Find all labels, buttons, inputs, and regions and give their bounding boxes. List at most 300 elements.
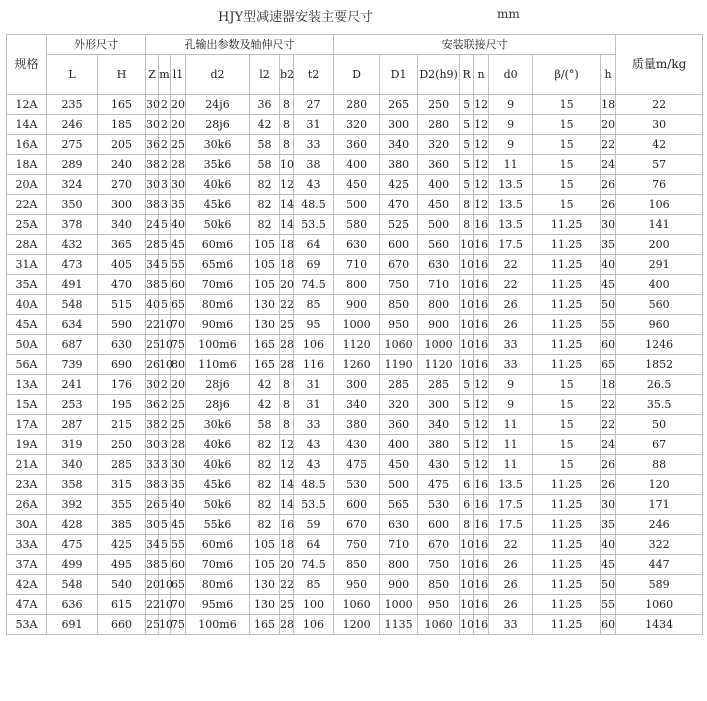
table-cell: 500 xyxy=(418,215,460,235)
table-cell: 589 xyxy=(616,575,703,595)
table-cell: 16 xyxy=(474,295,489,315)
table-cell: 30 xyxy=(146,175,159,195)
table-row xyxy=(7,355,703,375)
table-cell: 40 xyxy=(601,535,616,555)
table-cell: 10 xyxy=(159,595,171,615)
table-cell: 40k6 xyxy=(186,435,250,455)
table-cell: 300 xyxy=(334,375,380,395)
table-cell: 12 xyxy=(474,195,489,215)
table-cell: 165 xyxy=(250,335,280,355)
table-cell: 31 xyxy=(294,395,334,415)
table-cell: 38 xyxy=(146,555,159,575)
header-col-16: h xyxy=(601,55,616,95)
table-cell: 16 xyxy=(280,515,294,535)
table-cell: 900 xyxy=(418,315,460,335)
table-cell: 22 xyxy=(601,135,616,155)
table-cell: 8 xyxy=(280,375,294,395)
table-cell: 15 xyxy=(533,95,601,115)
cell-spec: 19A xyxy=(7,435,47,455)
table-cell: 28 xyxy=(171,435,186,455)
table-cell: 26 xyxy=(489,555,533,575)
table-cell: 17.5 xyxy=(489,495,533,515)
table-cell: 20 xyxy=(171,95,186,115)
page-title: HJY型减速器安装主要尺寸 xyxy=(218,10,374,25)
table-cell: 360 xyxy=(334,135,380,155)
table-cell: 74.5 xyxy=(294,555,334,575)
table-cell: 18 xyxy=(280,535,294,555)
table-cell: 270 xyxy=(98,175,146,195)
table-cell: 447 xyxy=(616,555,703,575)
table-cell: 1000 xyxy=(334,315,380,335)
table-cell: 405 xyxy=(98,255,146,275)
table-cell: 70 xyxy=(171,595,186,615)
header-spec: 规格 xyxy=(7,35,47,95)
table-cell: 2 xyxy=(159,395,171,415)
table-cell: 500 xyxy=(380,475,418,495)
table-cell: 53.5 xyxy=(294,215,334,235)
table-cell: 70 xyxy=(171,315,186,335)
table-cell: 800 xyxy=(334,275,380,295)
table-cell: 18 xyxy=(601,95,616,115)
table-cell: 392 xyxy=(47,495,98,515)
table-cell: 10 xyxy=(460,335,474,355)
table-cell: 13.5 xyxy=(489,215,533,235)
table-cell: 30 xyxy=(601,495,616,515)
table-cell: 630 xyxy=(98,335,146,355)
table-cell: 45 xyxy=(601,275,616,295)
table-cell: 28 xyxy=(280,335,294,355)
table-cell: 20 xyxy=(280,275,294,295)
table-cell: 40 xyxy=(601,255,616,275)
table-cell: 300 xyxy=(418,395,460,415)
table-cell: 670 xyxy=(380,255,418,275)
table-cell: 15 xyxy=(533,155,601,175)
table-cell: 35 xyxy=(601,235,616,255)
table-row xyxy=(7,575,703,595)
table-cell: 74.5 xyxy=(294,275,334,295)
table-cell: 275 xyxy=(47,135,98,155)
table-cell: 850 xyxy=(334,555,380,575)
table-cell: 28j6 xyxy=(186,395,250,415)
table-cell: 385 xyxy=(98,515,146,535)
table-cell: 432 xyxy=(47,235,98,255)
header-col-3: m xyxy=(159,55,171,95)
table-cell: 58 xyxy=(250,415,280,435)
table-cell: 195 xyxy=(98,395,146,415)
table-cell: 11.25 xyxy=(533,255,601,275)
table-cell: 22 xyxy=(601,415,616,435)
table-cell: 16 xyxy=(474,595,489,615)
table-cell: 491 xyxy=(47,275,98,295)
header-col-4: l1 xyxy=(171,55,186,95)
table-cell: 35 xyxy=(601,515,616,535)
table-cell: 430 xyxy=(418,455,460,475)
cell-spec: 18A xyxy=(7,155,47,175)
table-cell: 710 xyxy=(418,275,460,295)
header-group-outer: 外形尺寸 xyxy=(47,35,146,55)
table-cell: 500 xyxy=(334,195,380,215)
table-cell: 120 xyxy=(616,475,703,495)
table-cell: 82 xyxy=(250,495,280,515)
table-cell: 80m6 xyxy=(186,295,250,315)
table-cell: 10 xyxy=(460,255,474,275)
table-cell: 11.25 xyxy=(533,235,601,255)
table-cell: 10 xyxy=(460,535,474,555)
table-cell: 900 xyxy=(380,575,418,595)
cell-spec: 50A xyxy=(7,335,47,355)
table-cell: 5 xyxy=(460,395,474,415)
table-cell: 116 xyxy=(294,355,334,375)
table-cell: 11.25 xyxy=(533,335,601,355)
table-cell: 33 xyxy=(146,455,159,475)
table-cell: 43 xyxy=(294,455,334,475)
table-cell: 65 xyxy=(171,575,186,595)
table-cell: 670 xyxy=(418,535,460,555)
table-cell: 12 xyxy=(474,375,489,395)
table-cell: 35k6 xyxy=(186,155,250,175)
table-cell: 95 xyxy=(294,315,334,335)
table-cell: 18 xyxy=(280,255,294,275)
table-cell: 25 xyxy=(171,395,186,415)
table-row xyxy=(7,415,703,435)
table-cell: 470 xyxy=(98,275,146,295)
table-cell: 900 xyxy=(334,295,380,315)
table-cell: 636 xyxy=(47,595,98,615)
cell-spec: 30A xyxy=(7,515,47,535)
table-cell: 630 xyxy=(418,255,460,275)
table-cell: 425 xyxy=(98,535,146,555)
table-cell: 800 xyxy=(380,555,418,575)
table-cell: 15 xyxy=(533,135,601,155)
table-cell: 67 xyxy=(616,435,703,455)
table-cell: 280 xyxy=(334,95,380,115)
table-cell: 340 xyxy=(380,135,418,155)
table-cell: 5 xyxy=(460,375,474,395)
table-cell: 5 xyxy=(159,515,171,535)
table-cell: 30 xyxy=(616,115,703,135)
table-cell: 30 xyxy=(146,375,159,395)
table-cell: 50 xyxy=(601,295,616,315)
table-cell: 5 xyxy=(159,215,171,235)
cell-spec: 17A xyxy=(7,415,47,435)
table-cell: 200 xyxy=(616,235,703,255)
table-cell: 130 xyxy=(250,295,280,315)
table-cell: 15 xyxy=(533,435,601,455)
cell-spec: 15A xyxy=(7,395,47,415)
table-cell: 600 xyxy=(334,495,380,515)
table-cell: 5 xyxy=(159,275,171,295)
table-cell: 11.25 xyxy=(533,595,601,615)
table-cell: 14 xyxy=(280,475,294,495)
table-cell: 165 xyxy=(250,355,280,375)
table-cell: 10 xyxy=(460,555,474,575)
table-cell: 22 xyxy=(146,595,159,615)
cell-spec: 56A xyxy=(7,355,47,375)
table-cell: 380 xyxy=(418,435,460,455)
header-col-12: R xyxy=(460,55,474,95)
table-cell: 378 xyxy=(47,215,98,235)
table-cell: 287 xyxy=(47,415,98,435)
table-cell: 90m6 xyxy=(186,315,250,335)
table-row xyxy=(7,155,703,175)
table-cell: 60m6 xyxy=(186,235,250,255)
table-cell: 24 xyxy=(601,435,616,455)
table-cell: 24j6 xyxy=(186,95,250,115)
table-cell: 53.5 xyxy=(294,495,334,515)
header-col-14: d0 xyxy=(489,55,533,95)
cell-spec: 35A xyxy=(7,275,47,295)
table-cell: 3 xyxy=(159,195,171,215)
table-cell: 24 xyxy=(146,215,159,235)
table-cell: 15 xyxy=(533,175,601,195)
table-cell: 20 xyxy=(601,115,616,135)
cell-spec: 13A xyxy=(7,375,47,395)
table-cell: 20 xyxy=(171,375,186,395)
table-cell: 1200 xyxy=(334,615,380,635)
table-cell: 690 xyxy=(98,355,146,375)
table-cell: 5 xyxy=(460,455,474,475)
table-cell: 35 xyxy=(171,475,186,495)
table-cell: 82 xyxy=(250,215,280,235)
table-cell: 64 xyxy=(294,535,334,555)
table-cell: 5 xyxy=(460,415,474,435)
table-cell: 30 xyxy=(146,115,159,135)
cell-spec: 53A xyxy=(7,615,47,635)
table-cell: 30 xyxy=(171,175,186,195)
table-cell: 358 xyxy=(47,475,98,495)
table-cell: 850 xyxy=(380,295,418,315)
header-group-install: 安装联接尺寸 xyxy=(334,35,616,55)
cell-spec: 42A xyxy=(7,575,47,595)
table-cell: 11 xyxy=(489,155,533,175)
table-cell: 530 xyxy=(334,475,380,495)
table-row xyxy=(7,255,703,275)
table-cell: 45 xyxy=(171,235,186,255)
table-row xyxy=(7,95,703,115)
table-cell: 106 xyxy=(294,615,334,635)
table-cell: 100m6 xyxy=(186,335,250,355)
table-cell: 15 xyxy=(533,375,601,395)
table-cell: 15 xyxy=(533,415,601,435)
table-cell: 5 xyxy=(460,135,474,155)
table-cell: 600 xyxy=(418,515,460,535)
table-cell: 60 xyxy=(171,555,186,575)
table-cell: 45 xyxy=(601,555,616,575)
table-cell: 16 xyxy=(474,555,489,575)
cell-spec: 20A xyxy=(7,175,47,195)
table-cell: 548 xyxy=(47,575,98,595)
table-cell: 42 xyxy=(616,135,703,155)
table-cell: 5 xyxy=(159,535,171,555)
table-cell: 30k6 xyxy=(186,135,250,155)
table-cell: 8 xyxy=(280,95,294,115)
table-cell: 11.25 xyxy=(533,495,601,515)
table-row xyxy=(7,555,703,575)
table-row xyxy=(7,515,703,535)
table-cell: 475 xyxy=(334,455,380,475)
table-cell: 58 xyxy=(250,135,280,155)
table-cell: 38 xyxy=(146,275,159,295)
table-cell: 380 xyxy=(380,155,418,175)
table-cell: 5 xyxy=(159,555,171,575)
table-cell: 8 xyxy=(460,515,474,535)
table-cell: 82 xyxy=(250,455,280,475)
table-row xyxy=(7,615,703,635)
table-cell: 5 xyxy=(460,435,474,455)
table-cell: 30 xyxy=(146,95,159,115)
table-cell: 1120 xyxy=(334,335,380,355)
table-cell: 750 xyxy=(418,555,460,575)
cell-spec: 33A xyxy=(7,535,47,555)
header-col-7: b2 xyxy=(280,55,294,95)
table-cell: 28 xyxy=(280,355,294,375)
table-cell: 40k6 xyxy=(186,175,250,195)
table-cell: 950 xyxy=(418,595,460,615)
table-cell: 6 xyxy=(460,475,474,495)
table-cell: 35.5 xyxy=(616,395,703,415)
table-cell: 11.25 xyxy=(533,355,601,375)
table-cell: 10 xyxy=(460,235,474,255)
header-col-9: D xyxy=(334,55,380,95)
table-cell: 55 xyxy=(171,255,186,275)
table-cell: 1060 xyxy=(334,595,380,615)
table-cell: 8 xyxy=(460,195,474,215)
table-cell: 12 xyxy=(474,155,489,175)
header-mass: 质量m/kg xyxy=(616,35,703,95)
header-col-0: L xyxy=(47,55,98,95)
table-row xyxy=(7,535,703,555)
table-cell: 171 xyxy=(616,495,703,515)
table-cell: 10 xyxy=(159,575,171,595)
table-row xyxy=(7,215,703,235)
table-cell: 475 xyxy=(418,475,460,495)
table-cell: 600 xyxy=(380,235,418,255)
table-cell: 365 xyxy=(98,235,146,255)
table-cell: 11.25 xyxy=(533,555,601,575)
table-cell: 1190 xyxy=(380,355,418,375)
cell-spec: 31A xyxy=(7,255,47,275)
table-cell: 340 xyxy=(47,455,98,475)
header-col-1: H xyxy=(98,55,146,95)
table-cell: 82 xyxy=(250,195,280,215)
table-cell: 315 xyxy=(98,475,146,495)
header-col-13: n xyxy=(474,55,489,95)
table-cell: 25 xyxy=(280,315,294,335)
table-cell: 55 xyxy=(601,595,616,615)
table-cell: 320 xyxy=(334,115,380,135)
table-row xyxy=(7,315,703,335)
table-cell: 246 xyxy=(47,115,98,135)
table-cell: 319 xyxy=(47,435,98,455)
table-cell: 950 xyxy=(334,575,380,595)
table-row xyxy=(7,115,703,135)
table-cell: 1000 xyxy=(380,595,418,615)
table-cell: 400 xyxy=(380,435,418,455)
table-cell: 27 xyxy=(294,95,334,115)
table-cell: 82 xyxy=(250,175,280,195)
table-cell: 240 xyxy=(98,155,146,175)
table-cell: 69 xyxy=(294,255,334,275)
table-cell: 26 xyxy=(601,475,616,495)
header-col-15: β/(°) xyxy=(533,55,601,95)
table-cell: 3 xyxy=(159,475,171,495)
table-cell: 16 xyxy=(474,575,489,595)
table-cell: 3 xyxy=(159,435,171,455)
table-cell: 12 xyxy=(280,175,294,195)
table-cell: 12 xyxy=(474,395,489,415)
table-cell: 26.5 xyxy=(616,375,703,395)
table-cell: 22 xyxy=(601,395,616,415)
table-cell: 428 xyxy=(47,515,98,535)
table-cell: 75 xyxy=(171,335,186,355)
table-cell: 42 xyxy=(250,375,280,395)
table-cell: 105 xyxy=(250,235,280,255)
table-cell: 634 xyxy=(47,315,98,335)
cell-spec: 40A xyxy=(7,295,47,315)
table-row xyxy=(7,295,703,315)
table-cell: 65 xyxy=(601,355,616,375)
table-cell: 16 xyxy=(474,615,489,635)
table-cell: 691 xyxy=(47,615,98,635)
table-cell: 30 xyxy=(146,435,159,455)
table-cell: 10 xyxy=(159,335,171,355)
table-row xyxy=(7,375,703,395)
table-cell: 15 xyxy=(533,455,601,475)
table-cell: 60 xyxy=(601,335,616,355)
table-cell: 400 xyxy=(334,155,380,175)
table-cell: 16 xyxy=(474,255,489,275)
table-cell: 45k6 xyxy=(186,475,250,495)
table-cell: 80 xyxy=(171,355,186,375)
table-cell: 11.25 xyxy=(533,295,601,315)
table-cell: 40k6 xyxy=(186,455,250,475)
table-cell: 34 xyxy=(146,255,159,275)
table-cell: 2 xyxy=(159,115,171,135)
table-cell: 42 xyxy=(250,395,280,415)
table-cell: 38 xyxy=(146,155,159,175)
table-cell: 322 xyxy=(616,535,703,555)
table-cell: 31 xyxy=(294,375,334,395)
table-cell: 473 xyxy=(47,255,98,275)
table-cell: 26 xyxy=(601,195,616,215)
table-cell: 30k6 xyxy=(186,415,250,435)
table-cell: 45 xyxy=(171,515,186,535)
table-cell: 950 xyxy=(380,315,418,335)
table-cell: 80m6 xyxy=(186,575,250,595)
table-cell: 1852 xyxy=(616,355,703,375)
table-cell: 15 xyxy=(533,395,601,415)
table-cell: 26 xyxy=(489,575,533,595)
table-row xyxy=(7,275,703,295)
header-col-10: D1 xyxy=(380,55,418,95)
table-cell: 580 xyxy=(334,215,380,235)
table-cell: 10 xyxy=(159,315,171,335)
table-cell: 250 xyxy=(418,95,460,115)
table-cell: 430 xyxy=(334,435,380,455)
table-cell: 9 xyxy=(489,395,533,415)
table-cell: 11 xyxy=(489,435,533,455)
table-cell: 8 xyxy=(280,415,294,435)
table-cell: 10 xyxy=(280,155,294,175)
table-cell: 670 xyxy=(334,515,380,535)
table-cell: 215 xyxy=(98,415,146,435)
table-cell: 360 xyxy=(380,415,418,435)
table-cell: 630 xyxy=(334,235,380,255)
table-cell: 22 xyxy=(280,575,294,595)
table-cell: 130 xyxy=(250,595,280,615)
table-cell: 10 xyxy=(460,355,474,375)
table-cell: 280 xyxy=(418,115,460,135)
